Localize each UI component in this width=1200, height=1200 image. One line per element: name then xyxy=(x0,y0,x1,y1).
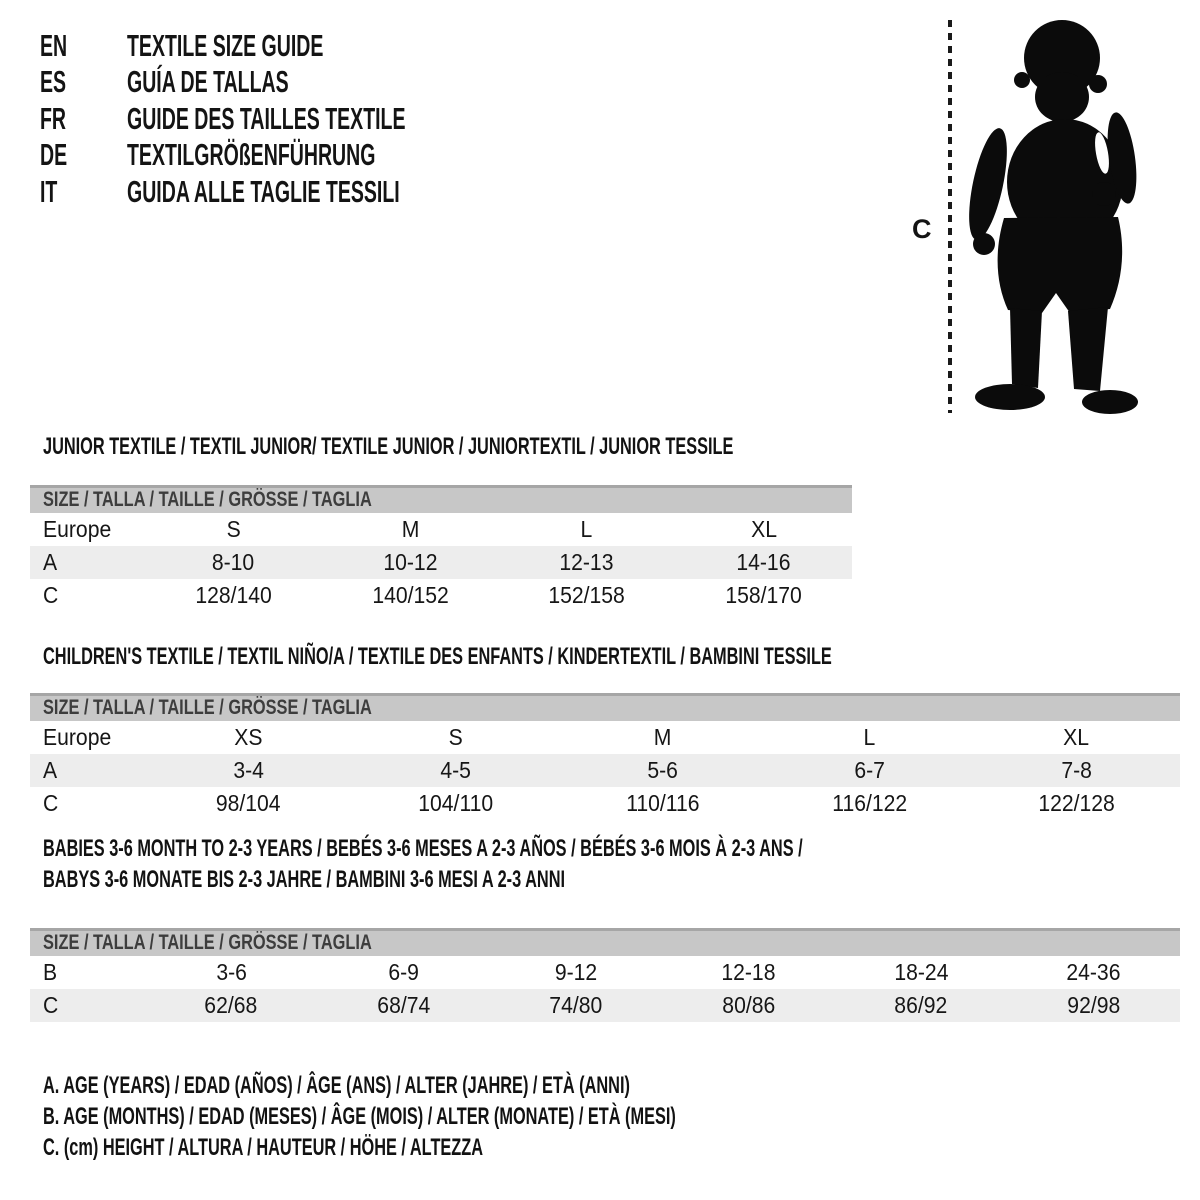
row-label: A xyxy=(43,549,58,575)
height-value: 128/140 xyxy=(195,582,272,608)
age-value: 6-9 xyxy=(388,959,420,985)
size-header-bar xyxy=(30,693,1180,721)
section-heading: CHILDREN'S TEXTILE / TEXTIL NIÑO/A / TEXTILE DES ENFANTS / KINDERTEXTIL / BAMBINI TESSILE xyxy=(43,643,832,670)
size-header-label: SIZE / TALLA / TAILLE / GRÖSSE / TAGLIA xyxy=(43,488,372,511)
language-row-es xyxy=(40,64,569,100)
row-label: B xyxy=(43,959,58,985)
height-value: 92/98 xyxy=(1067,992,1121,1018)
measure-label-c: C xyxy=(912,214,932,244)
size-value: XS xyxy=(234,724,263,750)
size-value: XL xyxy=(750,516,777,542)
row-label: C xyxy=(43,790,59,816)
guide-title-fr: GUIDE DES TAILLES TEXTILE xyxy=(126,100,406,136)
size-value: S xyxy=(448,724,463,750)
table-row xyxy=(30,721,1180,754)
table-row xyxy=(30,956,1180,989)
language-row-en xyxy=(40,28,569,64)
age-value: 12-18 xyxy=(721,959,776,985)
section-babies-textile xyxy=(30,833,1180,1018)
table-row xyxy=(30,513,852,546)
size-value: L xyxy=(863,724,876,750)
row-label: Europe xyxy=(43,724,112,750)
age-value: 10-12 xyxy=(383,549,438,575)
footnote-a: A. AGE (YEARS) / EDAD (AÑOS) / ÂGE (ANS) / ALTER (JAHRE) / ETÀ (ANNI) xyxy=(43,1072,630,1099)
language-legend xyxy=(40,28,569,210)
size-header-bar xyxy=(30,485,852,513)
section-junior-textile xyxy=(30,433,852,608)
height-value: 152/158 xyxy=(548,582,626,608)
age-value: 14-16 xyxy=(736,549,791,575)
height-value: 122/128 xyxy=(1038,790,1115,816)
guide-title-es: GUÍA DE TALLAS xyxy=(126,64,289,100)
height-value: 104/110 xyxy=(418,790,493,816)
height-value: 80/86 xyxy=(722,992,776,1018)
language-code: ES xyxy=(40,64,67,100)
age-value: 3-6 xyxy=(215,959,247,985)
size-value: M xyxy=(401,516,419,542)
size-value: S xyxy=(226,516,241,542)
guide-title-it: GUIDA ALLE TAGLIE TESSILI xyxy=(126,173,400,209)
row-label: C xyxy=(43,582,59,608)
measure-footnotes xyxy=(30,1070,974,1163)
size-value: M xyxy=(653,724,672,750)
size-header-label: SIZE / TALLA / TAILLE / GRÖSSE / TAGLIA xyxy=(43,696,372,719)
table-row xyxy=(30,754,1180,787)
table-row xyxy=(30,579,852,612)
table-row xyxy=(30,546,852,579)
language-code: DE xyxy=(40,137,68,173)
language-code: IT xyxy=(40,173,58,209)
table-row xyxy=(30,989,1180,1022)
height-value: 110/116 xyxy=(625,790,700,816)
children-size-table xyxy=(30,693,1180,820)
height-value: 62/68 xyxy=(204,992,258,1018)
height-value: 140/152 xyxy=(371,582,449,608)
size-value: XL xyxy=(1063,724,1090,750)
footnote-b: B. AGE (MONTHS) / EDAD (MESES) / ÂGE (MOIS) / ALTER (MONATE) / ETÀ (MESI) xyxy=(43,1103,676,1130)
height-value: 68/74 xyxy=(377,992,431,1018)
babies-size-table xyxy=(30,928,1180,1022)
height-value: 74/80 xyxy=(549,992,603,1018)
age-value: 7-8 xyxy=(1061,757,1092,783)
section-heading-line1: BABIES 3-6 MONTH TO 2-3 YEARS / BEBÉS 3-6 MESES A 2-3 AÑOS / BÉBÉS 3-6 MOIS À 2-3 ANS / xyxy=(43,835,803,862)
age-value: 8-10 xyxy=(212,549,255,575)
language-code: FR xyxy=(40,100,67,136)
height-value: 116/122 xyxy=(832,790,907,816)
size-header-bar xyxy=(30,928,1180,956)
height-value: 158/170 xyxy=(725,582,802,608)
age-value: 9-12 xyxy=(555,959,598,985)
age-value: 3-4 xyxy=(233,757,264,783)
age-value: 18-24 xyxy=(894,959,949,985)
language-row-de xyxy=(40,137,569,173)
footnote-c: C. (cm) HEIGHT / ALTURA / HAUTEUR / HÖHE / ALTEZZA xyxy=(43,1134,484,1161)
age-value: 24-36 xyxy=(1066,959,1121,985)
toddler-silhouette xyxy=(950,12,1150,417)
section-childrens-textile xyxy=(30,643,1180,816)
height-value: 86/92 xyxy=(894,992,948,1018)
language-code: EN xyxy=(40,28,68,63)
age-value: 4-5 xyxy=(440,757,471,783)
age-value: 5-6 xyxy=(647,757,678,783)
language-row-fr xyxy=(40,101,569,137)
height-value: 98/104 xyxy=(216,790,281,816)
junior-size-table xyxy=(30,485,852,612)
section-heading-line2: BABYS 3-6 MONATE BIS 2-3 JAHRE / BAMBINI 3-6 MESI A 2-3 ANNI xyxy=(43,866,566,893)
age-value: 6-7 xyxy=(854,757,885,783)
row-label: C xyxy=(43,992,59,1018)
guide-title-de: TEXTILGRÖßENFÜHRUNG xyxy=(126,137,376,173)
age-value: 12-13 xyxy=(559,549,614,575)
section-heading: JUNIOR TEXTILE / TEXTIL JUNIOR/ TEXTILE JUNIOR / JUNIORTEXTIL / JUNIOR TESSILE xyxy=(43,433,734,460)
guide-title-en: TEXTILE SIZE GUIDE xyxy=(126,28,324,63)
row-label: Europe xyxy=(43,516,112,542)
table-row xyxy=(30,787,1180,820)
size-value: L xyxy=(580,516,593,542)
row-label: A xyxy=(43,757,58,783)
size-header-label: SIZE / TALLA / TAILLE / GRÖSSE / TAGLIA xyxy=(43,931,372,954)
language-row-it xyxy=(40,174,569,210)
